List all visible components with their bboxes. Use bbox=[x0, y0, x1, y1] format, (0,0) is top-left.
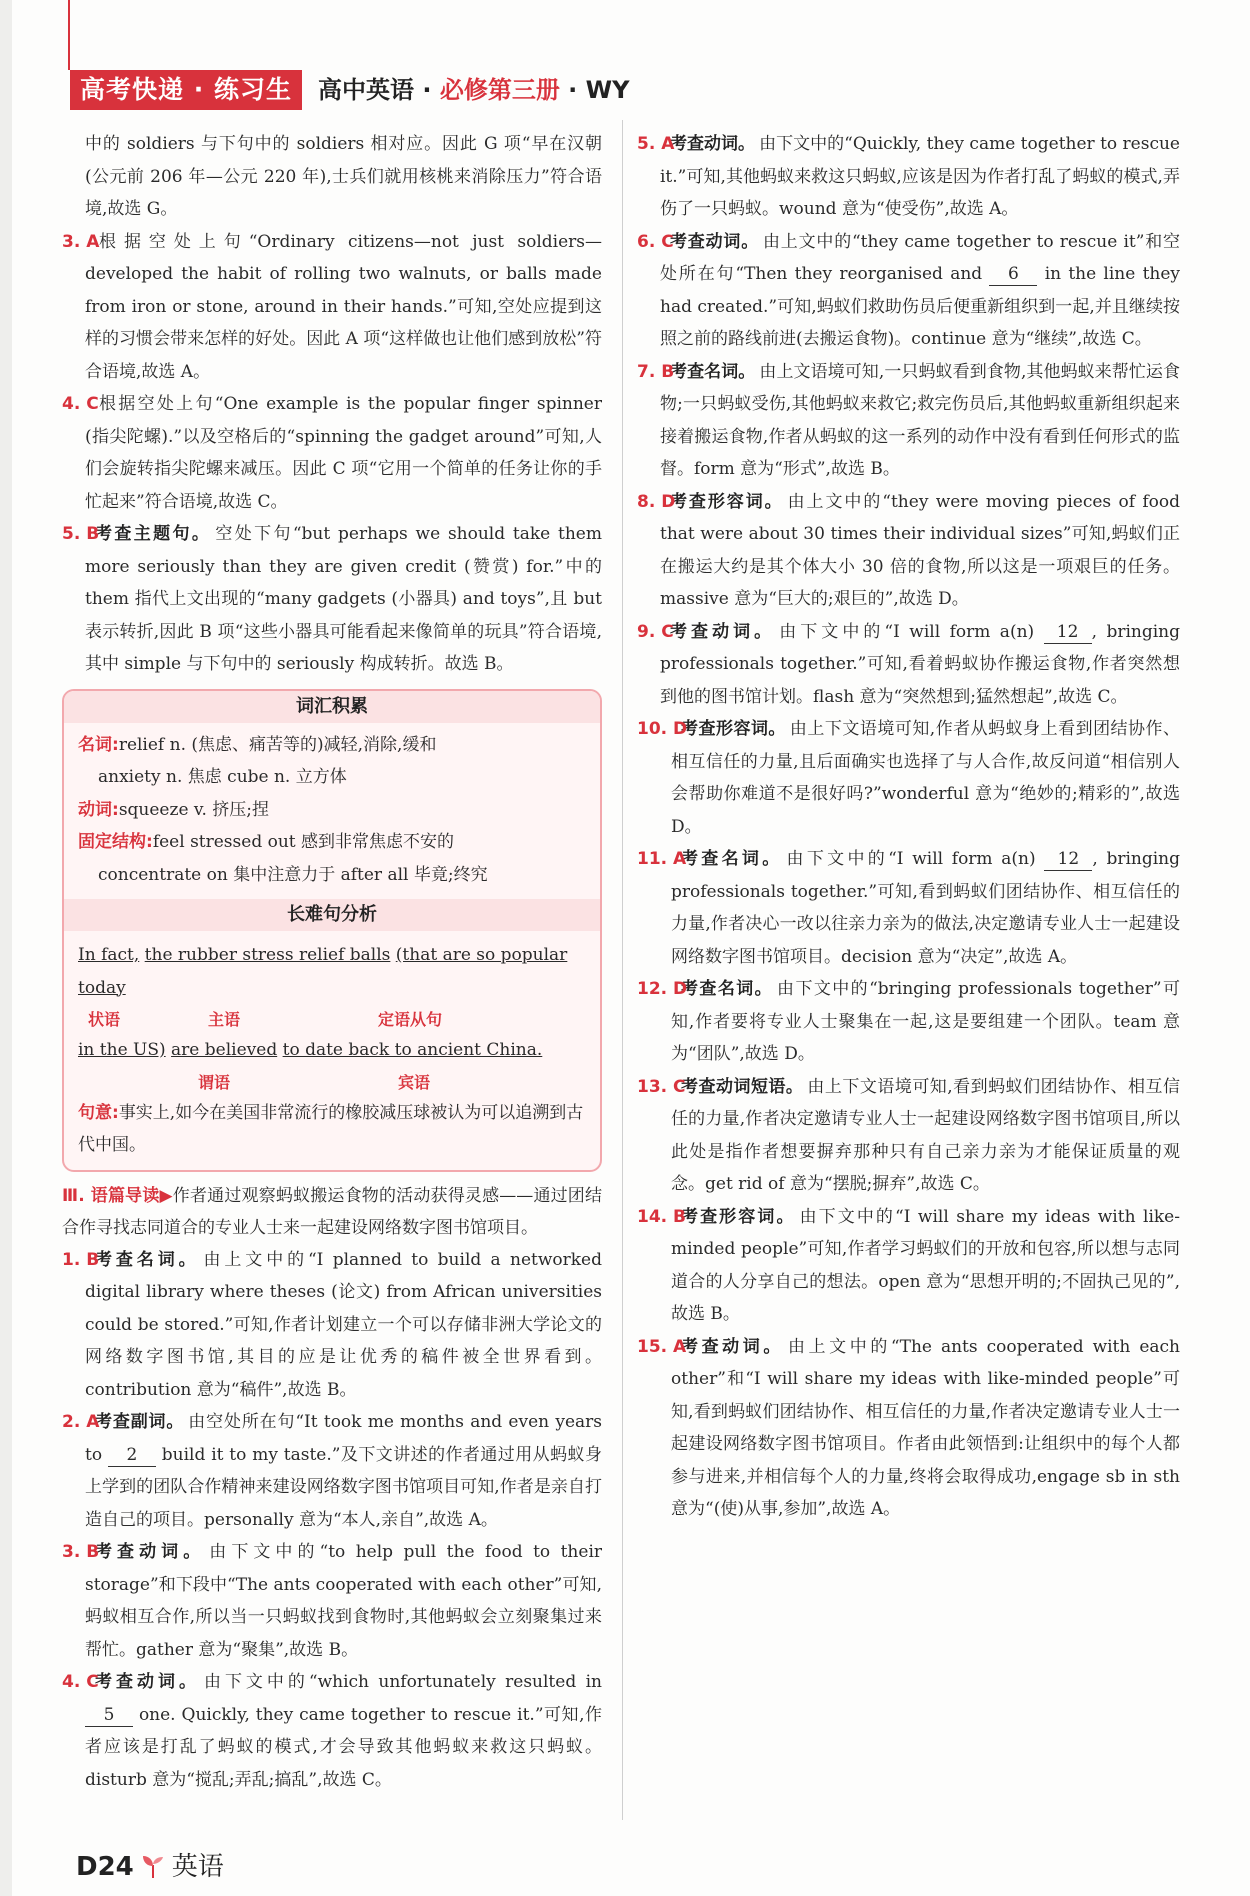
answer-explanation: 根据空处上句“Ordinary citizens—not just soldiers—developed the habit of rolling two walnuts, or balls made from iron or stone, around in their hands.”可知,空处应提到这样的习惯会带来怎样的好处。因此 A 项“这样做也让他们感到放松”符合语境,故选 A。 bbox=[85, 231, 602, 382]
question-type: 考查动词。 bbox=[95, 1672, 200, 1692]
answer-item bbox=[62, 1666, 602, 1796]
answer-explanation: 由上下文语境可知,看到蚂蚁们团结协作、相互信任的力量,作者决定邀请专业人士一起建设网络数字图书馆项目,所以此处是指作者想要摒弃那种只有自己亲力亲为才能保证质量的观念。get rid of 意为“摆脱;摒弃”,故选 C。 bbox=[671, 1076, 1181, 1194]
answer-number: 6. C bbox=[637, 231, 674, 252]
question-type: 考查名词。 bbox=[681, 849, 783, 869]
answer-number: 14. B bbox=[637, 1206, 686, 1227]
question-type: 考查动词。 bbox=[670, 231, 759, 252]
vocabulary-box bbox=[62, 689, 602, 1172]
answer-number: 11. A bbox=[637, 849, 687, 869]
answer-item bbox=[637, 616, 1180, 714]
question-type: 考查动词。 bbox=[95, 1542, 206, 1562]
column-divider bbox=[622, 120, 623, 1820]
answer-explanation: 由下文中的“I will form a(n) bbox=[786, 849, 1036, 869]
answer-number: 4. C bbox=[62, 1672, 99, 1692]
section-summary: 作者通过观察蚂蚁搬运食物的活动获得灵感——通过团结合作寻找志同道合的专业人士来一起建设网络数字图书馆项目。 bbox=[62, 1185, 602, 1238]
header-rule bbox=[68, 0, 70, 70]
answer-number: 2. A bbox=[62, 1412, 100, 1432]
vocab-noun-line bbox=[78, 729, 586, 762]
answer-explanation: 根据空处上句“One example is the popular finger spinner (指尖陀螺).”以及空格后的“spinning the gadget around”可知,人们会旋转指尖陀螺来减压。因此 C 项“它用一个简单的任务让你的手忙起来”符合语境,故选 C。 bbox=[85, 394, 602, 512]
meaning-label: 句意: bbox=[78, 1102, 119, 1123]
question-type: 考查动词。 bbox=[681, 1336, 784, 1357]
answer-explanation: 由下文中的“which unfortunately resulted in bbox=[203, 1672, 602, 1692]
answer-number: 1. B bbox=[62, 1249, 100, 1270]
answer-explanation: 由下文中的“I will share my ideas with like-minded people”可知,作者学习蚂蚁们的开放和包容,所以想与志同道合的人分享自己的想法。open 意为“思想开明的;不固执己见的”,故选 B。 bbox=[671, 1206, 1180, 1324]
answer-item bbox=[62, 1406, 602, 1536]
answer-item bbox=[637, 1201, 1180, 1331]
answer-number: 5. A bbox=[637, 134, 675, 154]
vocabulary-title: 词汇积累 bbox=[64, 691, 600, 723]
answer-item bbox=[62, 518, 602, 681]
series-badge: 高考快递 · 练习生 bbox=[70, 70, 302, 110]
blank-number: 12 bbox=[1044, 621, 1092, 644]
vocab-phrase-line bbox=[78, 826, 586, 859]
question-type: 考查名词。 bbox=[681, 979, 774, 999]
answer-explanation: 由空处所在句“It took me months and even years to bbox=[85, 1412, 603, 1465]
answer-item bbox=[62, 1244, 602, 1407]
answer-item bbox=[637, 843, 1180, 973]
vocab-entry: feel stressed out 感到非常焦虑不安的 bbox=[152, 832, 455, 852]
answer-explanation: 由上文中的“they were moving pieces of food that were about 30 times their individual sizes”可知,蚂蚁们正在搬运大约是其个体大小 30 倍的食物,所以这是一项艰巨的任务。massive 意为“巨大的;艰巨的”,故选 D。 bbox=[660, 491, 1180, 609]
meaning-text: 事实上,如今在美国非常流行的橡胶减压球被认为可以追溯到古代中国。 bbox=[78, 1102, 584, 1155]
page-number: D24 bbox=[76, 1852, 134, 1882]
answer-number: 13. C bbox=[637, 1076, 686, 1097]
sentence-predicate: are believed bbox=[171, 1040, 278, 1060]
sentence-line-1 bbox=[78, 939, 586, 1004]
answer-explanation: 空处下句“but perhaps we should take them more seriously than they are given credit (赞赏) for.”中的 them 指代上文出现的“many gadgets (小器具) and toys”,且 but 表示转折,因此 B 项“这些小器具可能看起来像简单的玩具”符合语境,其中 simple 与下句中的 seriously 构成转折。故选 B。 bbox=[85, 524, 602, 674]
answer-number: 7. B bbox=[637, 361, 675, 382]
title-edition: · WY bbox=[559, 76, 630, 104]
blank-number: 5 bbox=[85, 1704, 133, 1727]
answer-item bbox=[637, 1071, 1180, 1201]
answer-item bbox=[62, 388, 602, 518]
answer-explanation: 由上文中的“The ants cooperated with each other”和“I will share my ideas with like-minded people”可知,看到蚂蚁们团结协作、相互信任的力量,作者决定邀请专业人士一起建设网络数字图书馆项目。作者由此领悟到:让组织中的每个人都参与进来,并相信每个人的力量,终将会取得成功,engage sb in sth 意为“(使)从事,参加”,故选 A。 bbox=[671, 1336, 1181, 1519]
answer-item bbox=[637, 226, 1180, 356]
annotation-label: 定语从句 bbox=[378, 1010, 443, 1029]
page-footer bbox=[76, 1846, 224, 1883]
sentence-clause-end: in the US) bbox=[78, 1040, 166, 1060]
question-type: 考查动词。 bbox=[670, 134, 756, 154]
question-type: 考查形容词。 bbox=[681, 719, 786, 739]
sentence-analysis-title: 长难句分析 bbox=[64, 899, 600, 931]
blank-number: 2 bbox=[108, 1444, 156, 1467]
answer-explanation: 由上文语境可知,一只蚂蚁看到食物,其他蚂蚁来帮忙运食物;一只蚂蚁受伤,其他蚂蚁来救它;救完伤员后,其他蚂蚁重新组织起来接着搬运食物,作者从蚂蚁的这一系列的动作中没有看到任何形式的监督。form 意为“形式”,故选 B。 bbox=[660, 361, 1181, 479]
answer-explanation: 由下文中的“to help pull the food to their storage”和下段中“The ants cooperated with each other”可知,蚂蚁相互合作,所以当一只蚂蚁找到食物时,其他蚂蚁会立刻聚集过来帮忙。gather 意为“聚集”,故选 B。 bbox=[85, 1542, 603, 1660]
title-volume: 必修第三册 bbox=[439, 76, 560, 104]
left-column bbox=[62, 128, 602, 1796]
question-type: 考查主题句。 bbox=[95, 524, 212, 544]
answer-explanation: 由下文中的“bringing professionals together”可知,作者要将专业人士聚集在一起,这是要组建一个团队。team 意为“团队”,故选 D。 bbox=[671, 979, 1180, 1064]
answer-item bbox=[637, 973, 1180, 1071]
vocab-entry: squeeze v. 挤压;捏 bbox=[118, 799, 270, 820]
answer-number: 3. A bbox=[62, 231, 100, 252]
book-title bbox=[318, 72, 630, 108]
answer-item bbox=[62, 226, 602, 389]
question-type: 考查形容词。 bbox=[681, 1206, 796, 1227]
annotation-label: 主语 bbox=[208, 1010, 241, 1029]
section-label: Ⅲ. 语篇导读▶ bbox=[62, 1185, 173, 1206]
blank-number: 6 bbox=[989, 263, 1037, 286]
answer-number: 15. A bbox=[637, 1336, 687, 1357]
answer-item bbox=[637, 128, 1180, 226]
blank-number: 12 bbox=[1044, 848, 1092, 871]
answer-explanation: build it to my taste.”及下文讲述的作者通过用从蚂蚁身上学到的团队合作精神来建设网络数字图书馆项目可知,作者是亲自打造自己的项目。personally 意为“本人,亲自”,故选 A。 bbox=[85, 1444, 602, 1530]
question-type: 考查动词。 bbox=[670, 621, 776, 642]
subject-label: 英语 bbox=[171, 1852, 224, 1882]
vocab-entry: anxiety n. 焦虑 cube n. 立方体 bbox=[98, 767, 347, 787]
answer-item bbox=[637, 356, 1180, 486]
vocab-entry: relief n. (焦虑、痛苦等的)减轻,消除,缓和 bbox=[118, 734, 437, 755]
vocab-label: 名词: bbox=[78, 734, 119, 755]
vocab-entry: concentrate on 集中注意力于 after all 毕竟;终究 bbox=[98, 864, 488, 885]
answer-number: 12. D bbox=[637, 979, 688, 999]
annotation-label: 宾语 bbox=[398, 1072, 431, 1092]
sentence-clause: (that are so popular today bbox=[78, 945, 568, 998]
sprout-icon bbox=[140, 1853, 166, 1879]
question-type: 考查副词。 bbox=[95, 1412, 185, 1432]
continued-explanation: 中的 soldiers 与下句中的 soldiers 相对应。因此 G 项“早在汉朝(公元前 206 年—公元 220 年),士兵们就用核桃来消除压力”符合语境,故选 G。 bbox=[85, 134, 602, 219]
answer-explanation: 由上文中的“they came together to rescue it”和空处所在句“Then they reorganised and bbox=[660, 231, 1181, 284]
answer-explanation: 由下文中的“I will form a(n) bbox=[779, 621, 1035, 642]
title-subject: 高中英语 · bbox=[318, 76, 440, 104]
sentence-subject: the rubber stress relief balls bbox=[144, 945, 391, 965]
answer-explanation: , bringing professionals together.”可知,看到蚂蚁们团结协作、相互信任的力量,作者决心一改以往亲力亲为的做法,决定邀请专业人士一起建设网络数字图书馆项目。decision 意为“决定”,故选 A。 bbox=[671, 849, 1181, 967]
question-type: 考查名词。 bbox=[670, 361, 756, 382]
answer-explanation: one. Quickly, they came together to rescue it.”可知,作者应该是打乱了蚂蚁的模式,才会导致其他蚂蚁来救这只蚂蚁。disturb 意为“搅乱;弄乱;搞乱”,故选 C。 bbox=[85, 1704, 603, 1790]
answer-explanation: 由上文中的“I planned to build a networked digital library where theses (论文) from African universities could be stored.”可知,作者计划建立一个可以存储非洲大学论文的网络数字图书馆,其目的应是让优秀的稿件被全世界看到。contribution 意为“稿件”,故选 B。 bbox=[85, 1249, 602, 1400]
right-column bbox=[637, 128, 1180, 1526]
question-type: 考查动词短语。 bbox=[681, 1076, 804, 1097]
sentence-line-2 bbox=[78, 1034, 586, 1067]
sentence-object: to date back to ancient China. bbox=[282, 1040, 543, 1060]
answer-number: 9. C bbox=[637, 621, 674, 642]
answer-item bbox=[637, 486, 1180, 616]
answer-item bbox=[62, 1536, 602, 1666]
answer-explanation: 由下文中的“Quickly, they came together to rescue it.”可知,其他蚂蚁来救这只蚂蚁,应该是因为作者打乱了蚂蚁的模式,弄伤了一只蚂蚁。wound 意为“使受伤”,故选 A。 bbox=[660, 134, 1180, 219]
answer-number: 10. D bbox=[637, 719, 688, 739]
vocab-verb-line bbox=[78, 794, 586, 827]
answer-number: 5. B bbox=[62, 524, 100, 544]
answer-number: 4. C bbox=[62, 394, 99, 414]
answer-number: 8. D bbox=[637, 491, 676, 512]
annotation-label: 状语 bbox=[88, 1010, 121, 1029]
annotation-label: 谓语 bbox=[198, 1072, 231, 1092]
question-type: 考查名词。 bbox=[95, 1249, 200, 1270]
page-edge bbox=[0, 0, 12, 1896]
sentence-annotation-row bbox=[78, 1004, 586, 1034]
sentence-adverbial: In fact, bbox=[78, 945, 140, 965]
sentence-meaning bbox=[78, 1097, 586, 1162]
question-type: 考查形容词。 bbox=[670, 491, 784, 512]
vocab-label: 动词: bbox=[78, 799, 119, 820]
answer-item bbox=[637, 713, 1180, 843]
answer-number: 3. B bbox=[62, 1542, 100, 1562]
vocab-label: 固定结构: bbox=[78, 832, 153, 852]
answer-explanation: in the line they had created.”可知,蚂蚁们救助伤员后便重新组织到一起,并且继续按照之前的路线前进(去搬运食物)。continue 意为“继续”,故选 C。 bbox=[660, 264, 1181, 349]
sentence-annotation-row bbox=[78, 1067, 586, 1097]
answer-item bbox=[637, 1331, 1180, 1526]
passage-guide bbox=[62, 1180, 602, 1244]
answer-explanation: , bringing professionals together.”可知,看着蚂蚁协作搬运食物,作者突然想到他的图书馆计划。flash 意为“突然想到;猛然想起”,故选 C。 bbox=[660, 621, 1181, 707]
answer-explanation: 由上下文语境可知,作者从蚂蚁身上看到团结协作、相互信任的力量,且后面确实也选择了与人合作,故反问道“相信别人会帮助你难道不是很好吗?”wonderful 意为“绝妙的;精彩的”,故选 D。 bbox=[671, 719, 1181, 837]
